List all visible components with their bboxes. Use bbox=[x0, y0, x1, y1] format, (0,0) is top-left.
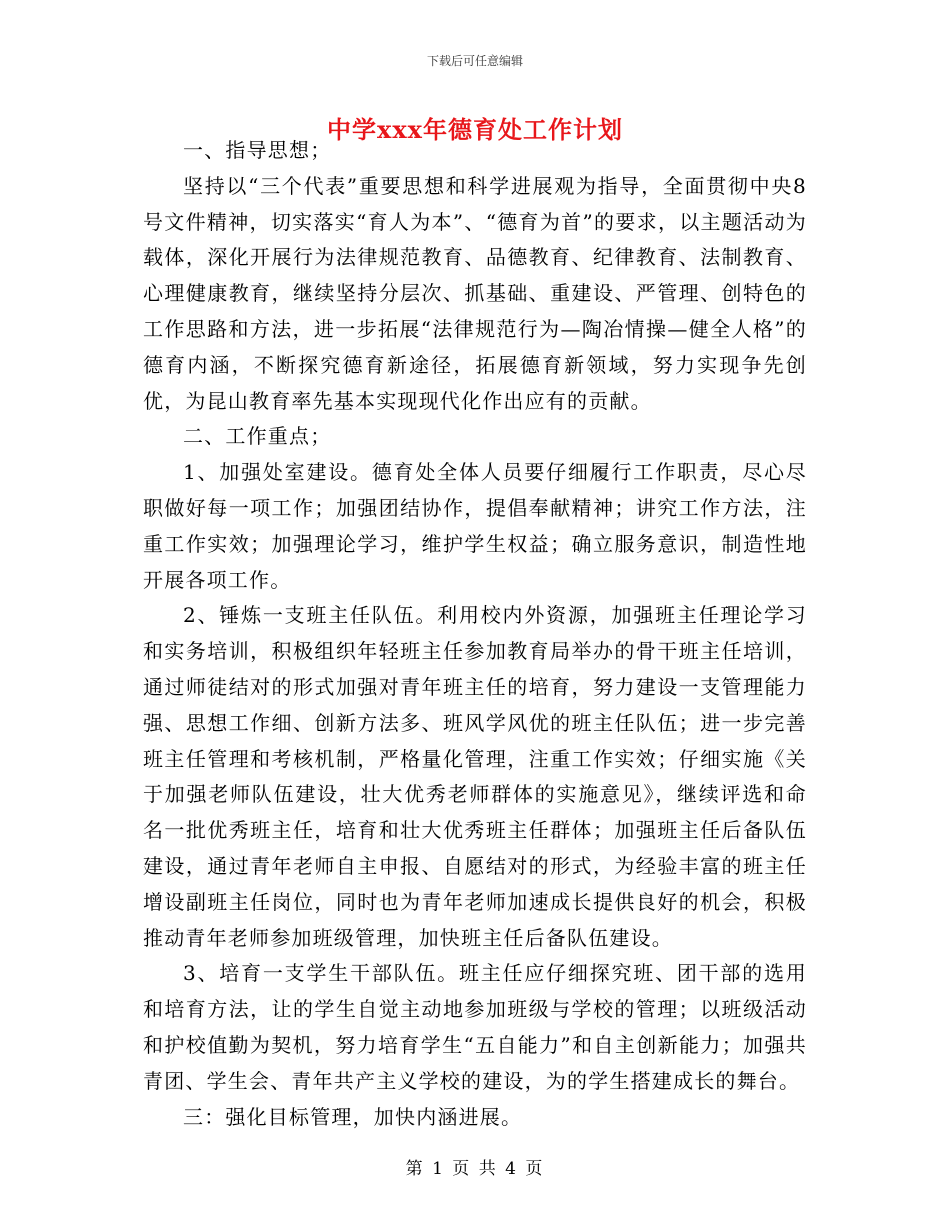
section-heading: 一、指导思想； bbox=[183, 138, 332, 162]
body-paragraph: 坚持以“三个代表”重要思想和科学进展观为指导，全面贯彻中央8号文件精神，切实落实“育人为本”、“德育为首”的要求，以主题活动为载体，深化开展行为法律规范教育、品德教育、纪律教育、法制教育、心理健康教育，继续坚持分层次、抓基础、重建设、严管理、创特色的工作思路和方法，进一步拓展“法律规范行为—陶冶情操—健全人格”的德育内涵，不断探究德育新途径，拓展德育新领域，努力实现争先创优，为昆山教育率先基本实现现代化作出应有的贡献。 bbox=[143, 173, 807, 413]
document-body bbox=[143, 133, 807, 1135]
section-heading: 二、工作重点； bbox=[183, 424, 332, 449]
page-footer: 第 1 页 共 4 页 bbox=[405, 1159, 545, 1179]
body-paragraph: 2、锤炼一支班主任队伍。利用校内外资源，加强班主任理论学习和实务培训，积极组织年轻班主任参加教育局举办的骨干班主任培训，通过师徒结对的形式加强对青年班主任的培育，努力建设一支管理能力强、思想工作细、创新方法多、班风学风优的班主任队伍；进一步完善班主任管理和考核机制，严格量化管理，注重工作实效；仔细实施《关于加强老师队伍建设，壮大优秀老师群体的实施意见》，继续评选和命名一批优秀班主任，培育和壮大优秀班主任群体；加强班主任后备队伍建设，通过青年老师自主申报、自愿结对的形式，为经验丰富的班主任增设副班主任岗位，同时也为青年老师加速成长提供良好的机会，积极推动青年老师参加班级管理，加快班主任后备队伍建设。 bbox=[143, 603, 807, 950]
body-paragraph: 1、加强处室建设。德育处全体人员要仔细履行工作职责，尽心尽职做好每一项工作；加强团结协作，提倡奉献精神；讲究工作方法，注重工作实效；加强理论学习，维护学生权益；确立服务意识，制造性地开展各项工作。 bbox=[143, 460, 807, 592]
body-paragraph: 3、培育一支学生干部队伍。班主任应仔细探究班、团干部的选用和培育方法，让的学生自觉主动地参加班级与学校的管理；以班级活动和护校值勤为契机，努力培育学生“五自能力”和自主创新能力；加强共青团、学生会、青年共产主义学校的建设，为的学生搭建成长的舞台。 bbox=[143, 961, 807, 1093]
section-heading: 三：强化目标管理，加快内涵进展。 bbox=[183, 1104, 523, 1129]
header-note: 下载后可任意编辑 bbox=[426, 54, 523, 68]
document-title: 中学xxx年德育处工作计划 bbox=[327, 115, 623, 144]
